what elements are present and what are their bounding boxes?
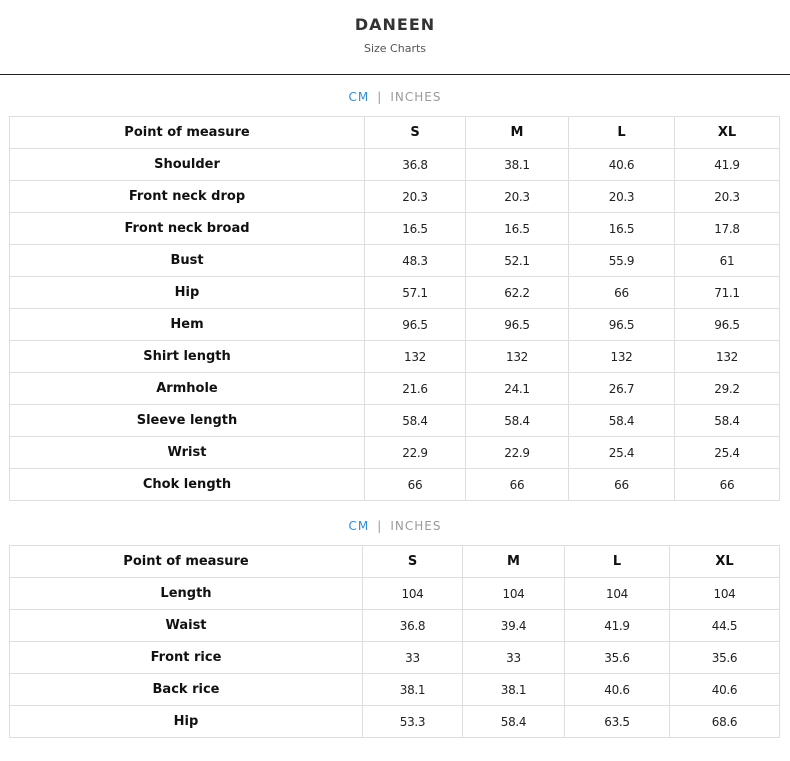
unit-cm-button[interactable]: CM	[348, 90, 370, 104]
size-chart-table-top	[9, 116, 780, 501]
measure-label: Sleeve length	[10, 405, 365, 437]
measure-value: 16.5	[466, 213, 569, 245]
measure-value: 66	[675, 469, 780, 501]
measure-value: 63.5	[565, 706, 670, 738]
unit-toggle-bottom	[0, 519, 790, 533]
measure-value: 58.4	[569, 405, 675, 437]
measure-label: Waist	[10, 610, 363, 642]
page-subtitle: Size Charts	[363, 42, 427, 55]
measure-value: 40.6	[569, 149, 675, 181]
measure-label: Front neck drop	[10, 181, 365, 213]
size-chart-table-bottom	[9, 545, 780, 738]
measure-value: 61	[675, 245, 780, 277]
table-row	[10, 610, 780, 642]
column-header-size: L	[569, 117, 675, 149]
measure-label: Shirt length	[10, 341, 365, 373]
measure-value: 96.5	[569, 309, 675, 341]
column-header-size: M	[463, 546, 565, 578]
measure-value: 26.7	[569, 373, 675, 405]
measure-value: 58.4	[463, 706, 565, 738]
unit-inches-button[interactable]: INCHES	[390, 90, 442, 104]
measure-label: Front rice	[10, 642, 363, 674]
measure-value: 71.1	[675, 277, 780, 309]
measure-value: 66	[569, 277, 675, 309]
column-header-size: M	[466, 117, 569, 149]
table-row	[10, 149, 780, 181]
measure-value: 33	[463, 642, 565, 674]
measure-value: 24.1	[466, 373, 569, 405]
measure-label: Chok length	[10, 469, 365, 501]
measure-value: 52.1	[466, 245, 569, 277]
measure-label: Wrist	[10, 437, 365, 469]
table-row	[10, 245, 780, 277]
measure-value: 68.6	[670, 706, 780, 738]
measure-value: 104	[463, 578, 565, 610]
table-row	[10, 642, 780, 674]
measure-value: 35.6	[670, 642, 780, 674]
column-header-size: L	[565, 546, 670, 578]
measure-value: 40.6	[565, 674, 670, 706]
table-row	[10, 405, 780, 437]
measure-value: 62.2	[466, 277, 569, 309]
measure-value: 29.2	[675, 373, 780, 405]
measure-value: 58.4	[365, 405, 466, 437]
measure-value: 96.5	[675, 309, 780, 341]
measure-value: 20.3	[365, 181, 466, 213]
unit-separator: |	[377, 519, 383, 533]
measure-value: 40.6	[670, 674, 780, 706]
column-header-size: S	[363, 546, 463, 578]
column-header-size: XL	[670, 546, 780, 578]
unit-separator: |	[377, 90, 383, 104]
table-row	[10, 277, 780, 309]
measure-value: 96.5	[466, 309, 569, 341]
measure-value: 20.3	[569, 181, 675, 213]
table-header-row	[10, 117, 780, 149]
measure-value: 66	[569, 469, 675, 501]
measure-value: 48.3	[365, 245, 466, 277]
measure-value: 132	[365, 341, 466, 373]
measure-label: Hem	[10, 309, 365, 341]
measure-value: 22.9	[365, 437, 466, 469]
measure-value: 33	[363, 642, 463, 674]
measure-value: 21.6	[365, 373, 466, 405]
table-row	[10, 213, 780, 245]
unit-cm-button[interactable]: CM	[348, 519, 370, 533]
measure-value: 104	[670, 578, 780, 610]
measure-value: 25.4	[675, 437, 780, 469]
measure-label: Length	[10, 578, 363, 610]
measure-value: 96.5	[365, 309, 466, 341]
measure-value: 132	[675, 341, 780, 373]
measure-label: Hip	[10, 706, 363, 738]
measure-value: 20.3	[466, 181, 569, 213]
measure-value: 41.9	[675, 149, 780, 181]
table-row	[10, 674, 780, 706]
column-header-point-of-measure: Point of measure	[10, 117, 365, 149]
measure-value: 16.5	[365, 213, 466, 245]
measure-value: 66	[466, 469, 569, 501]
measure-value: 44.5	[670, 610, 780, 642]
measure-label: Shoulder	[10, 149, 365, 181]
unit-toggle-top	[0, 90, 790, 104]
page-header	[0, 0, 790, 75]
measure-label: Back rice	[10, 674, 363, 706]
measure-value: 35.6	[565, 642, 670, 674]
measure-value: 39.4	[463, 610, 565, 642]
measure-value: 38.1	[363, 674, 463, 706]
measure-value: 132	[466, 341, 569, 373]
measure-label: Bust	[10, 245, 365, 277]
measure-value: 38.1	[463, 674, 565, 706]
table-row	[10, 469, 780, 501]
measure-value: 17.8	[675, 213, 780, 245]
measure-value: 36.8	[365, 149, 466, 181]
measure-value: 16.5	[569, 213, 675, 245]
measure-value: 38.1	[466, 149, 569, 181]
measure-value: 58.4	[675, 405, 780, 437]
measure-label: Hip	[10, 277, 365, 309]
measure-value: 104	[565, 578, 670, 610]
unit-inches-button[interactable]: INCHES	[390, 519, 442, 533]
measure-value: 25.4	[569, 437, 675, 469]
measure-label: Armhole	[10, 373, 365, 405]
measure-value: 55.9	[569, 245, 675, 277]
table-row	[10, 373, 780, 405]
measure-value: 104	[363, 578, 463, 610]
measure-value: 36.8	[363, 610, 463, 642]
table-header-row	[10, 546, 780, 578]
measure-value: 53.3	[363, 706, 463, 738]
measure-value: 66	[365, 469, 466, 501]
measure-value: 41.9	[565, 610, 670, 642]
brand-title: DANEEN	[354, 15, 436, 34]
measure-label: Front neck broad	[10, 213, 365, 245]
measure-value: 20.3	[675, 181, 780, 213]
table-row	[10, 181, 780, 213]
measure-value: 57.1	[365, 277, 466, 309]
column-header-size: XL	[675, 117, 780, 149]
table-row	[10, 706, 780, 738]
measure-value: 132	[569, 341, 675, 373]
measure-value: 58.4	[466, 405, 569, 437]
column-header-size: S	[365, 117, 466, 149]
measure-value: 22.9	[466, 437, 569, 469]
table-row	[10, 341, 780, 373]
column-header-point-of-measure: Point of measure	[10, 546, 363, 578]
table-row	[10, 578, 780, 610]
table-row	[10, 309, 780, 341]
table-row	[10, 437, 780, 469]
